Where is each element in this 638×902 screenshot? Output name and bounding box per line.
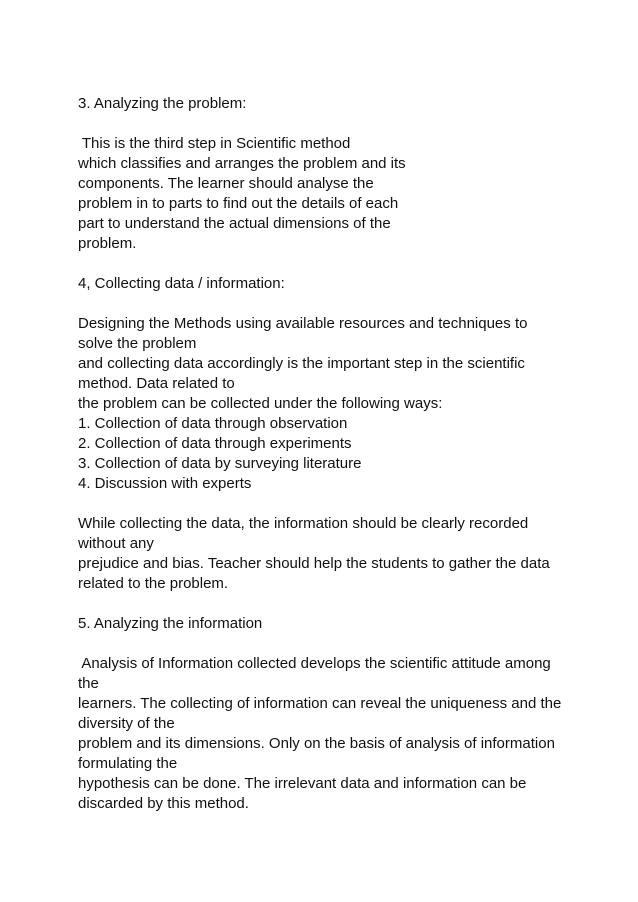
section-4-heading: 4, Collecting data / information: (78, 275, 285, 292)
section-4-note (78, 514, 618, 594)
list-item: 1. Collection of data through observation (78, 415, 348, 432)
document-body (78, 94, 618, 814)
paragraph-line: the (78, 675, 99, 692)
paragraph-line: prejudice and bias. Teacher should help the students to gather the data (78, 555, 550, 572)
paragraph-line: the problem can be collected under the following ways: (78, 395, 443, 412)
paragraph-line: solve the problem (78, 335, 197, 352)
paragraph-line: formulating the (78, 755, 178, 772)
section-3-paragraph (78, 134, 618, 254)
section-5-heading: 5. Analyzing the information (78, 615, 263, 632)
paragraph-line: and collecting data accordingly is the important step in the scientific (78, 355, 525, 372)
paragraph-line: method. Data related to (78, 375, 235, 392)
paragraph-line: While collecting the data, the information should be clearly recorded (78, 515, 529, 532)
list-item: 3. Collection of data by surveying literature (78, 455, 362, 472)
paragraph-line: part to understand the actual dimensions of the (78, 215, 391, 232)
blank-line (78, 634, 618, 654)
paragraph-line: problem in to parts to find out the details of each (78, 195, 399, 212)
paragraph-line: components. The learner should analyse the (78, 175, 374, 192)
section-4-paragraph (78, 314, 618, 414)
paragraph-line: problem and its dimensions. Only on the basis of analysis of information (78, 735, 555, 752)
paragraph-line: related to the problem. (78, 575, 229, 592)
paragraph-line: Analysis of Information collected develops the scientific attitude among (78, 655, 551, 672)
paragraph-line: Designing the Methods using available resources and techniques to (78, 315, 528, 332)
blank-line (78, 294, 618, 314)
section-3-heading: 3. Analyzing the problem: (78, 95, 247, 112)
blank-line (78, 114, 618, 134)
paragraph-line: which classifies and arranges the problem and its (78, 155, 406, 172)
paragraph-line: problem. (78, 235, 137, 252)
list-item: 2. Collection of data through experiments (78, 435, 352, 452)
section-5-paragraph (78, 654, 618, 814)
blank-line (78, 254, 618, 274)
paragraph-line: diversity of the (78, 715, 175, 732)
section-4-list (78, 414, 618, 494)
list-item: 4. Discussion with experts (78, 475, 252, 492)
blank-line (78, 494, 618, 514)
paragraph-line: discarded by this method. (78, 795, 249, 812)
paragraph-line: hypothesis can be done. The irrelevant data and information can be (78, 775, 527, 792)
paragraph-line: This is the third step in Scientific method (78, 135, 351, 152)
blank-line (78, 594, 618, 614)
paragraph-line: without any (78, 535, 154, 552)
paragraph-line: learners. The collecting of information can reveal the uniqueness and the (78, 695, 562, 712)
